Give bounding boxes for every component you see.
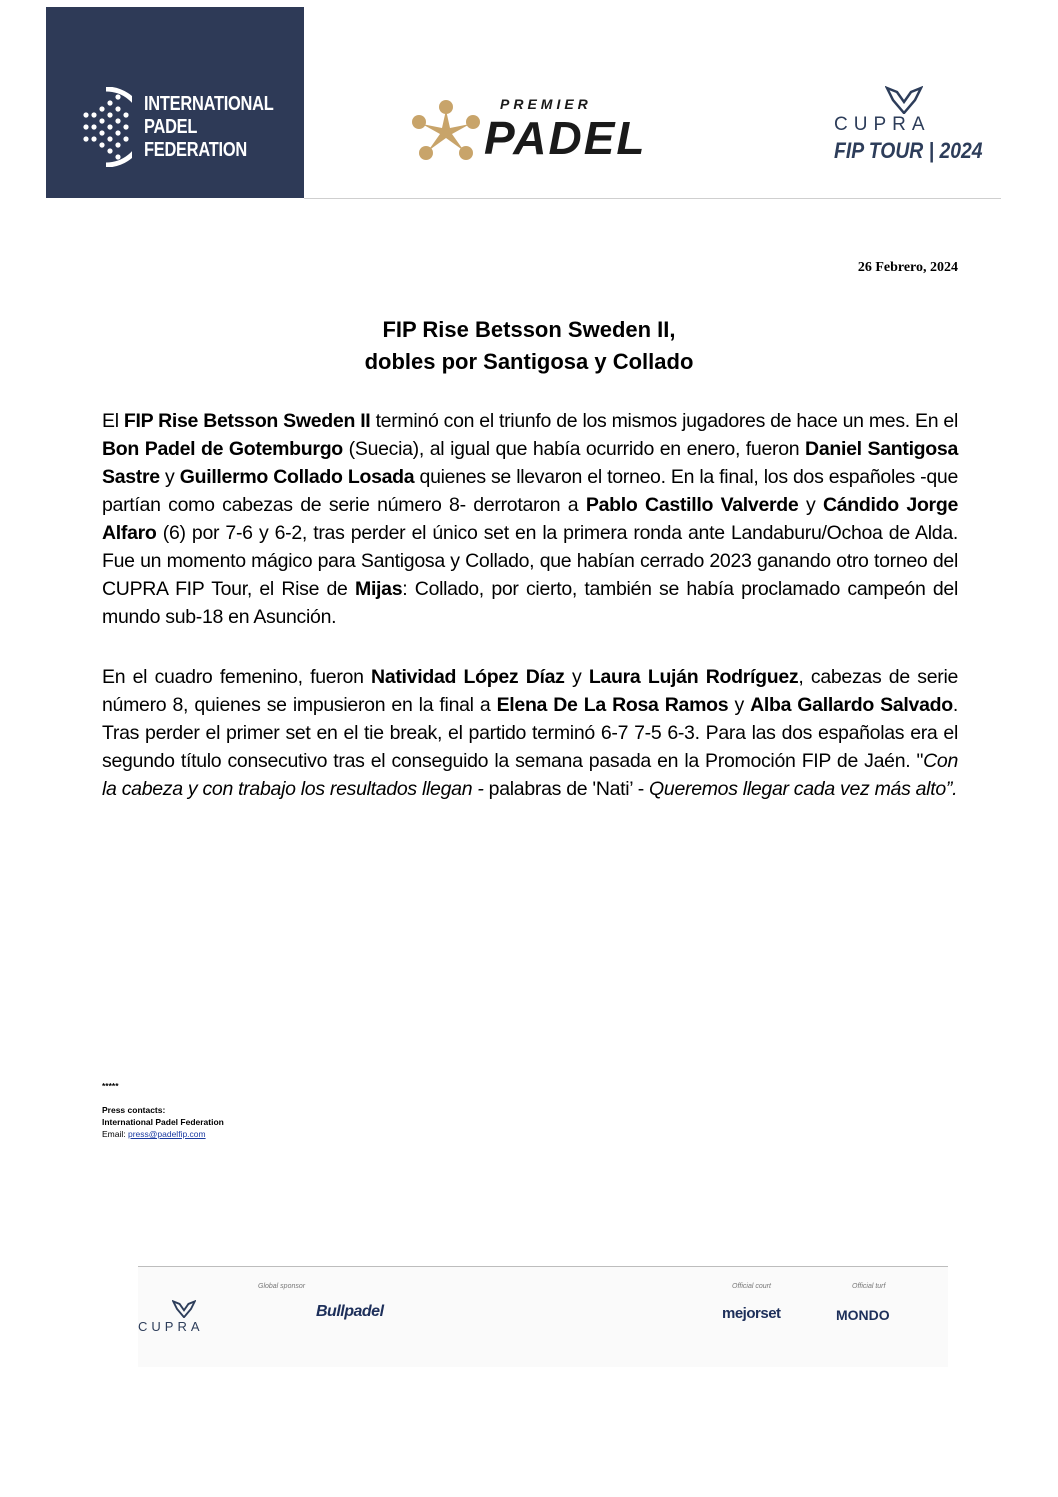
text-run: El — [102, 410, 124, 432]
text-run: (Suecia), al igual que había ocurrido en enero, fueron — [342, 438, 806, 460]
press-release-date: 26 Febrero, 2024 — [857, 260, 958, 275]
cupra-emblem-icon — [885, 86, 923, 114]
text-run: y — [159, 466, 180, 488]
padel-text: PADEL — [484, 112, 647, 164]
text-run: En el cuadro femenino, fueron — [102, 666, 372, 688]
text-run: (6) por 7-6 y 6-2, tras perder el único set en la primera ronda ante Landaburu/Ochoa de Alda. Fue un momento mágico para Santigosa y Collado, que habían cerrado 2023 ganando otro torneo del CUPRA FIP Tour, el Rise de — [102, 522, 958, 600]
press-contacts-heading: Press contacts: — [102, 1105, 166, 1115]
bold-text-run: Alba Gallardo Salvado — [750, 694, 953, 716]
ipf-ball-icon — [76, 87, 132, 167]
header-divider — [304, 198, 1001, 199]
mejorset-sponsor-logo: mejorset — [722, 1305, 781, 1322]
text-run: y — [564, 666, 589, 688]
text-run: y — [728, 694, 751, 716]
title-line: FIP Rise Betsson Sweden II, — [382, 317, 676, 342]
text-run: terminó con el triunfo de los mismos jugadores de hace un mes. En el — [370, 410, 958, 432]
premier-padel-star-icon — [410, 98, 482, 162]
mondo-sponsor-logo: MONDO — [836, 1307, 890, 1323]
sponsor-footer — [138, 1266, 948, 1367]
bold-text-run: Cándido Jorge Alfaro — [102, 494, 958, 544]
official-court-label: Official court — [732, 1283, 771, 1290]
bold-text-run: FIP Rise Betsson Sweden II — [123, 410, 371, 432]
body-paragraph — [102, 407, 958, 631]
ipf-name-line: INTERNATIONAL — [144, 93, 274, 115]
global-sponsor-label: Global sponsor — [258, 1283, 306, 1290]
cupra-sponsor-logo: CUPRA — [138, 1319, 204, 1334]
italic-quote-run: Queremos llegar cada vez más alto”. — [649, 778, 958, 800]
official-turf-label: Official turf — [852, 1283, 886, 1290]
press-email-link[interactable]: press@padelfip.com — [127, 1129, 206, 1139]
premier-text: PREMIER — [500, 96, 592, 112]
ipf-name-line: FEDERATION — [144, 139, 247, 161]
bold-text-run: Bon Padel de Gotemburgo — [102, 438, 343, 460]
email-label: Email: — [102, 1129, 128, 1139]
text-run: : Collado, por cierto, también se había proclamado campeón del mundo sub-18 en Asunción. — [102, 578, 959, 628]
title-line: dobles por Santigosa y Collado — [364, 349, 694, 374]
cupra-fip-tour-logo — [832, 86, 982, 168]
text-run: y — [798, 494, 823, 516]
premier-padel-logo — [410, 95, 700, 167]
press-org-name: International Padel Federation — [102, 1117, 224, 1127]
bullpadel-sponsor-logo: Bullpadel — [316, 1303, 384, 1320]
cupra-emblem-icon — [172, 1300, 196, 1318]
text-run: quienes se llevaron el torneo. En la final, los dos españoles -que partían como cabezas de serie número 8- derrotaron a — [102, 466, 959, 516]
ipf-name-line: PADEL — [144, 116, 198, 138]
bold-text-run: Elena De La Rosa Ramos — [496, 694, 729, 716]
text-run: . Tras perder el primer set en el tie break, el partido terminó 6-7 7-5 6-3. Para las dos españolas era el segundo título consecutivo tras el conseguido la semana pasada en la Promoción FIP de Jaén. " — [102, 694, 958, 772]
bold-text-run: Daniel Santigosa Sastre — [102, 438, 958, 488]
body-paragraph — [102, 663, 958, 803]
press-contacts — [102, 1080, 224, 1140]
ipf-name — [144, 93, 274, 162]
italic-quote-run: Con la cabeza y con trabajo los resultados llegan - — [102, 750, 958, 800]
press-email-line — [102, 1128, 224, 1140]
fip-tour-2024: FIP TOUR | 2024 — [834, 138, 983, 163]
ipf-logo-block — [46, 7, 304, 198]
separator-stars: ***** — [102, 1081, 119, 1091]
bold-text-run: Laura Luján Rodríguez — [588, 666, 799, 688]
press-release-title — [100, 314, 958, 378]
text-run: palabras de 'Nati’ - — [488, 778, 650, 800]
bold-text-run: Mijas — [355, 578, 403, 600]
cupra-wordmark: CUPRA — [834, 114, 931, 135]
bold-text-run: Pablo Castillo Valverde — [585, 494, 799, 516]
text-run: , cabezas de serie número 8, quienes se impusieron en la final a — [102, 666, 959, 716]
bold-text-run: Guillermo Collado Losada — [179, 466, 415, 488]
bold-text-run: Natividad López Díaz — [371, 666, 565, 688]
